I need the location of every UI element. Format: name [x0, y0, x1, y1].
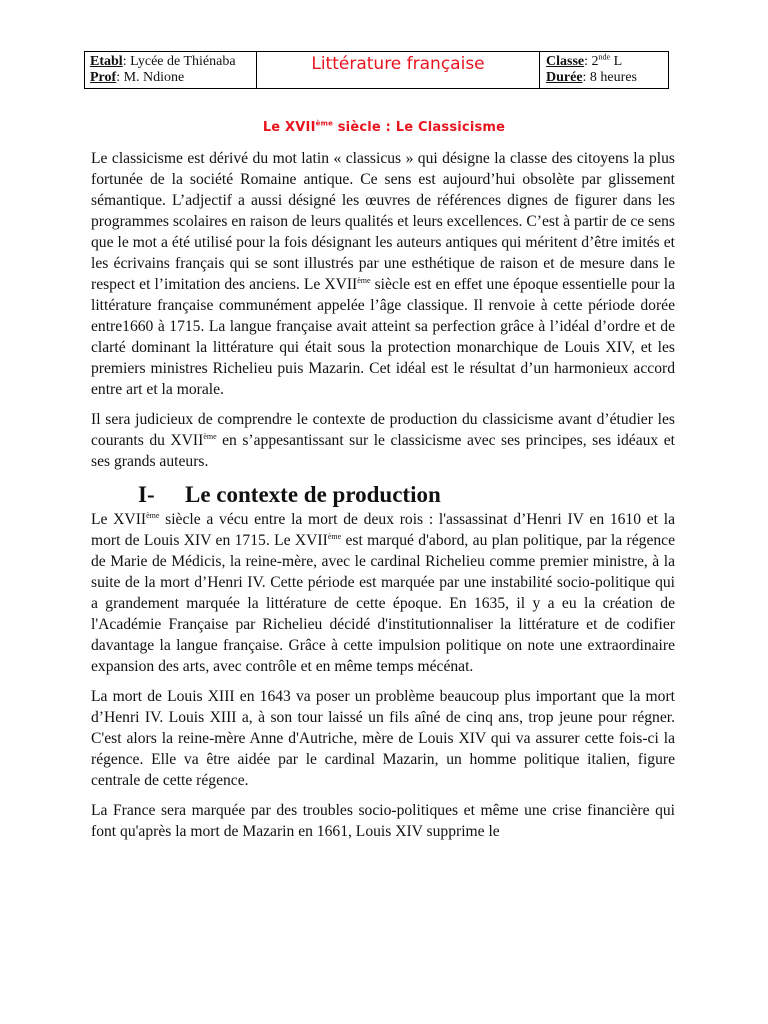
classe-label: Classe [546, 54, 585, 69]
header-school-cell [85, 52, 257, 88]
intro-p2-b: en s’appesantissant sur le classicisme avec ses principes, ses idéaux et ses grands auteurs. [91, 432, 675, 470]
intro-paragraph-1 [91, 148, 675, 400]
etabl-value: : Lycée de Thiénaba [122, 54, 236, 69]
header-class-cell [540, 52, 668, 88]
duree-value: : 8 heures [582, 70, 637, 85]
section-paragraph-2: La mort de Louis XIII en 1643 va poser un problème beaucoup plus important que la mort d’Henri IV. Louis XIII a, à son tour laissé un fils aîné de cinq ans, trop jeune pour régner. C'est alors la reine-mère Anne d'Autriche, mère de Louis XIV qui va assurer cette fois-ci la régence. Elle va être aidée par le cardinal Mazarin, un homme politique italien, figure centrale de cette régence. [91, 688, 675, 789]
header-table [84, 51, 669, 89]
title-post: siècle : Le Classicisme [333, 120, 506, 135]
subject-title: Littérature française [311, 54, 485, 74]
prof-label: Prof [90, 70, 117, 85]
section-number: I- [138, 482, 155, 507]
intro-p1-a: Le classicisme est dérivé du mot latin « classicus » qui désigne la classe des citoyens la plus fortunée de la société Romaine antique. Ce sens est aujourd’hui obsolète par glissement sémantique. L’adjectif a aussi désigné les œuvres de références dignes de figurer dans les programmes scolaires en raison de leurs qualités et leurs excellences. C’est à partir de ce sens que le mot a été utilisé pour la fois désignant les auteurs antiques qui méritent d’être imités et les écrivains français qui se sont illustrés par une esthétique de raison et de mesure dans le respect et l’imitation des anciens. Le XVII [91, 150, 675, 293]
sec-p1-sup2: ème [327, 531, 342, 541]
title-pre: Le XVII [262, 120, 316, 135]
section-paragraph-3: La France sera marquée par des troubles socio-politiques et même une crise financière qui font qu'après la mort de Mazarin en 1661, Louis XIV supprime le [91, 802, 675, 840]
sec-p1-a: Le XVII [91, 511, 147, 528]
document-body [91, 148, 675, 851]
header-subject-cell [257, 52, 540, 88]
duree-label: Durée [546, 70, 583, 85]
title-sup: ème [315, 119, 334, 128]
intro-p1-b: siècle est en effet une époque essentielle pour la littérature française communément appelée l’âge classique. Il renvoie à cette période dorée entre1660 à 1715. La langue française avait atteint sa perfection grâce à l’idéal d’ordre et de clarté dominant la littérature qui était sous la protection monarchique de Louis XIV, et les premiers ministres Richelieu puis Mazarin. Cet idéal est le résultat d’un harmonieux accord entre art et la morale. [91, 276, 675, 398]
document-title [84, 120, 684, 135]
etabl-label: Etabl [90, 54, 123, 69]
classe-value: : 2 [584, 54, 599, 69]
sec-p1-c: est marqué d'abord, au plan politique, par la régence de Marie de Médicis, la reine-mère, avec le cardinal Richelieu comme premier ministre, à la suite de la mort d’Henri IV. Cette période est marquée par une instabilité socio-politique qui a grandement marquée la littérature de cette époque. En 1635, il y a eu la création de l'Académie Française par Richelieu décidé d'institutionnaliser la littérature et de codifier davantage la langue française. Grâce à cette impulsion politique on note une extraordinaire expansion des arts, avec contrôle et en même temps mécénat. [91, 532, 676, 675]
sec-p1-sup1: ème [146, 510, 160, 520]
classe-value-post: L [610, 54, 623, 69]
intro-p1-sup: ème [357, 275, 371, 285]
section-heading [138, 481, 675, 509]
prof-value: : M. Ndione [116, 70, 185, 85]
section-heading-text: Le contexte de production [185, 482, 441, 507]
sec-p1-b: siècle a vécu entre la mort de deux rois : l'assassinat d’Henri IV en 1610 et la mort de Louis XIV en 1715. Le XVII [91, 511, 675, 549]
intro-paragraph-2 [91, 409, 675, 472]
intro-p2-a: Il sera judicieux de comprendre le contexte de production du classicisme avant d’étudier les courants du XVII [91, 411, 675, 449]
intro-p2-sup: ème [203, 431, 217, 441]
classe-sup: nde [598, 52, 611, 62]
section-paragraph-1 [91, 509, 675, 677]
